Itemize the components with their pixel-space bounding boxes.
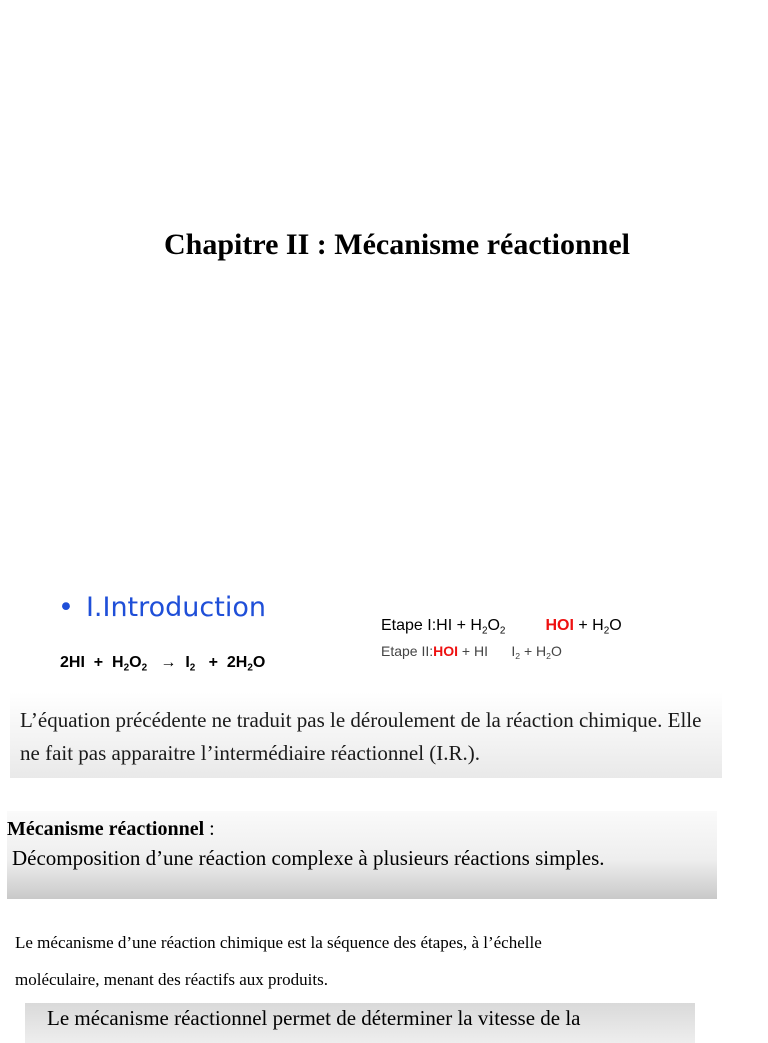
summary-text: Le mécanisme réactionnel permet de déterminer la vitesse de la — [47, 1006, 581, 1030]
plus-sign: + — [208, 654, 218, 671]
note-text: L’équation précédente ne traduit pas le déroulement de la réaction chimique. Elle ne fait pas apparaitre l’intermédiaire réactionnel (I.R.). — [20, 708, 702, 765]
intermediate-hoi: HOI — [545, 617, 574, 634]
section-label: I.Introduction — [85, 592, 266, 623]
definition-box — [7, 811, 717, 899]
product-h2o: $2H_2O$ — [226, 654, 266, 674]
reaction-arrow-icon: → — [160, 654, 177, 671]
note-box — [10, 692, 722, 778]
global-equation — [60, 654, 265, 673]
step-two-equation: Etape II:HOI + HI $I_2 + H_2O$ — [381, 643, 562, 662]
section-heading — [58, 592, 266, 623]
intermediate-hoi: HOI — [433, 643, 459, 659]
summary-box — [25, 1003, 695, 1043]
step-one-equation: Etape I:HI + $H_2O_2$ HOI + $H_2O$ — [381, 617, 622, 637]
bullet-icon: • — [58, 592, 74, 623]
paragraph-line-1: Le mécanisme d’une réaction chimique est la séquence des étapes, à l’échelle — [15, 933, 542, 952]
reactant-h2o2: $H_2O_2$ — [112, 654, 148, 674]
definition-heading: Mécanisme réactionnel : — [7, 818, 215, 840]
paragraph-line-2: moléculaire, menant des réactifs aux produits. — [15, 970, 328, 989]
page-title: Chapitre II : Mécanisme réactionnel — [163, 228, 631, 261]
product-i2: $I_2$ — [185, 654, 196, 674]
definition-text: Décomposition d’une réaction complexe à plusieurs réactions simples. — [12, 846, 605, 870]
reactant-hi: 2HI — [60, 654, 85, 671]
plus-sign: + — [93, 654, 104, 671]
